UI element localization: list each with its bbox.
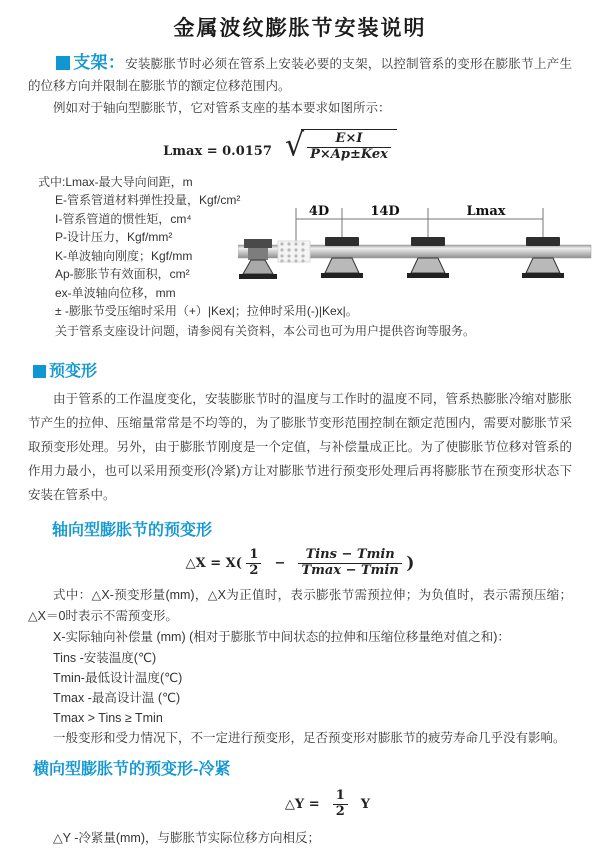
lateral-predeform-header: 横向型膨胀节的预变形-冷紧	[33, 760, 231, 778]
dx-half-numerator: 1	[246, 548, 261, 564]
axial-predeform-header: 轴向型膨胀节的预变形	[52, 521, 213, 539]
temp-inequality: Tmax > Tins ≥ Tmin	[53, 710, 163, 725]
support-intro-text: 安装膨胀节时必须在管系上安装必要的支架，以控制管系的变形在膨胀节上产生的位移方向并限制在膨胀节的额定位移范围内。	[28, 57, 572, 93]
predeform-paragraph: 由于管系的工作温度变化，安装膨胀节时的温度与工作时的温度不同，管系热膨胀冷缩对膨胀节产生的拉伸、压缩量常常是不均等的，为了膨胀节变形范围控制在额定范围内，需要对膨胀节采取预变形处理。另外，由于膨胀节刚度是一个定值，与补偿量成正比。为了使膨胀节位移对管系的作用力最小，也可以采用预变形(冷紧)方让对膨胀节进行预变形处理后再将膨胀节在预变形状态下安装在管系中。	[28, 391, 572, 502]
dy-note: △Y -冷紧量(mm)，与膨胀节实际位移方向相反；	[53, 830, 321, 845]
variables-and-diagram	[0, 173, 600, 301]
lmax-fraction-denominator: P×Ap±Kex	[310, 146, 388, 162]
dy-formula-lhs: △Y =	[284, 796, 320, 812]
variable-line: E-管系管道材料弹性投量，Kgf/cm²	[55, 193, 241, 208]
variable-line: P-设计压力，Kgf/mm²	[55, 230, 173, 245]
dim-label-4d: 4D	[308, 203, 330, 219]
variable-line: Ap-膨胀节有效面积，cm²	[55, 267, 190, 282]
blue-square-icon	[33, 365, 46, 378]
dy-half-fraction	[333, 789, 348, 820]
support-section-header: 支架：	[73, 53, 126, 72]
dim-label-lmax: Lmax	[466, 203, 506, 219]
dx-note-x: X-实际轴向补偿量 (mm) (相对于膨胀节中间状态的拉伸和压缩位移量绝对值之和)：	[53, 629, 510, 644]
predeform-section-header	[33, 358, 600, 381]
lateral-predeform-formula	[55, 789, 600, 820]
axial-predeform-formula	[0, 548, 600, 579]
predeform-header-label: 预变形	[49, 362, 98, 380]
dx-minus-sign: −	[274, 555, 286, 571]
dx-right-paren: )	[406, 553, 415, 574]
sqrt-expression	[285, 129, 397, 163]
variable-line: ex-单波轴向位移，mm	[55, 285, 176, 300]
dimension-lines	[296, 208, 543, 241]
lmax-formula-lhs: Lmax = 0.0157	[163, 143, 272, 159]
dx-formula-lhs: △X = X(	[185, 555, 242, 571]
lmax-fraction-numerator: E×I	[307, 132, 391, 148]
lmax-formula	[0, 129, 600, 163]
temperature-definitions	[28, 648, 572, 748]
pm-note: ± -膨胀节受压缩时采用（+）|Kex|；拉伸时采用(-)|Kex|。	[55, 303, 358, 318]
consult-note: 关于管系支座设计问题，请参阅有关资料，本公司也可为用户提供咨询等服务。	[55, 324, 476, 339]
temp-line-tmin: Tmin-最低设计温度(℃)	[53, 670, 183, 685]
pipe-support-diagram	[238, 201, 598, 301]
page-title: 金属波纹膨胀节安装说明	[173, 17, 427, 40]
dim-label-14d: 14D	[370, 203, 400, 219]
dx-half-denominator: 2	[249, 562, 259, 578]
support-example-line: 例如对于轴向型膨胀节，它对管系支座的基本要求如图所示：	[53, 101, 391, 115]
anchor-support-icon	[239, 239, 277, 279]
dy-formula-rhs: Y	[360, 796, 371, 812]
variable-line: 式中:Lmax-最大导向间距，m	[38, 174, 193, 189]
variable-line: I-管系管道的惯性矩，cm⁴	[55, 211, 192, 226]
dx-temp-denominator: Tmax − Tmin	[301, 562, 399, 578]
dx-temp-numerator: Tins − Tmin	[298, 548, 401, 564]
bellows-icon	[278, 241, 310, 263]
blue-square-icon	[56, 56, 70, 70]
temp-line-tins: Tins -安装温度(℃)	[53, 650, 157, 665]
dy-half-denominator: 2	[335, 803, 345, 819]
temp-line-tmax: Tmax -最高设计温 (℃)	[53, 690, 181, 705]
dy-half-numerator: 1	[333, 789, 348, 805]
dx-note-main: 式中：△X-预变形量(mm)，△X为正值时，表示膨张节需预拉伸；为负值时，表示需预压缩；△X＝0时表示不需预变形。	[28, 587, 572, 623]
dx-half-fraction	[246, 548, 261, 579]
variable-line: K-单波轴向刚度；Kgf/mm	[55, 248, 193, 263]
lmax-fraction	[307, 132, 391, 163]
sqrt-symbol: √	[284, 127, 305, 164]
dx-temp-fraction	[298, 548, 401, 579]
sqrt-body	[301, 129, 397, 163]
support-intro-paragraph	[28, 52, 572, 97]
general-deform-note: 一般变形和受力情况下，不一定进行预变形，足否预变形对膨胀节的疲劳寿命几乎没有影响。	[53, 730, 566, 745]
